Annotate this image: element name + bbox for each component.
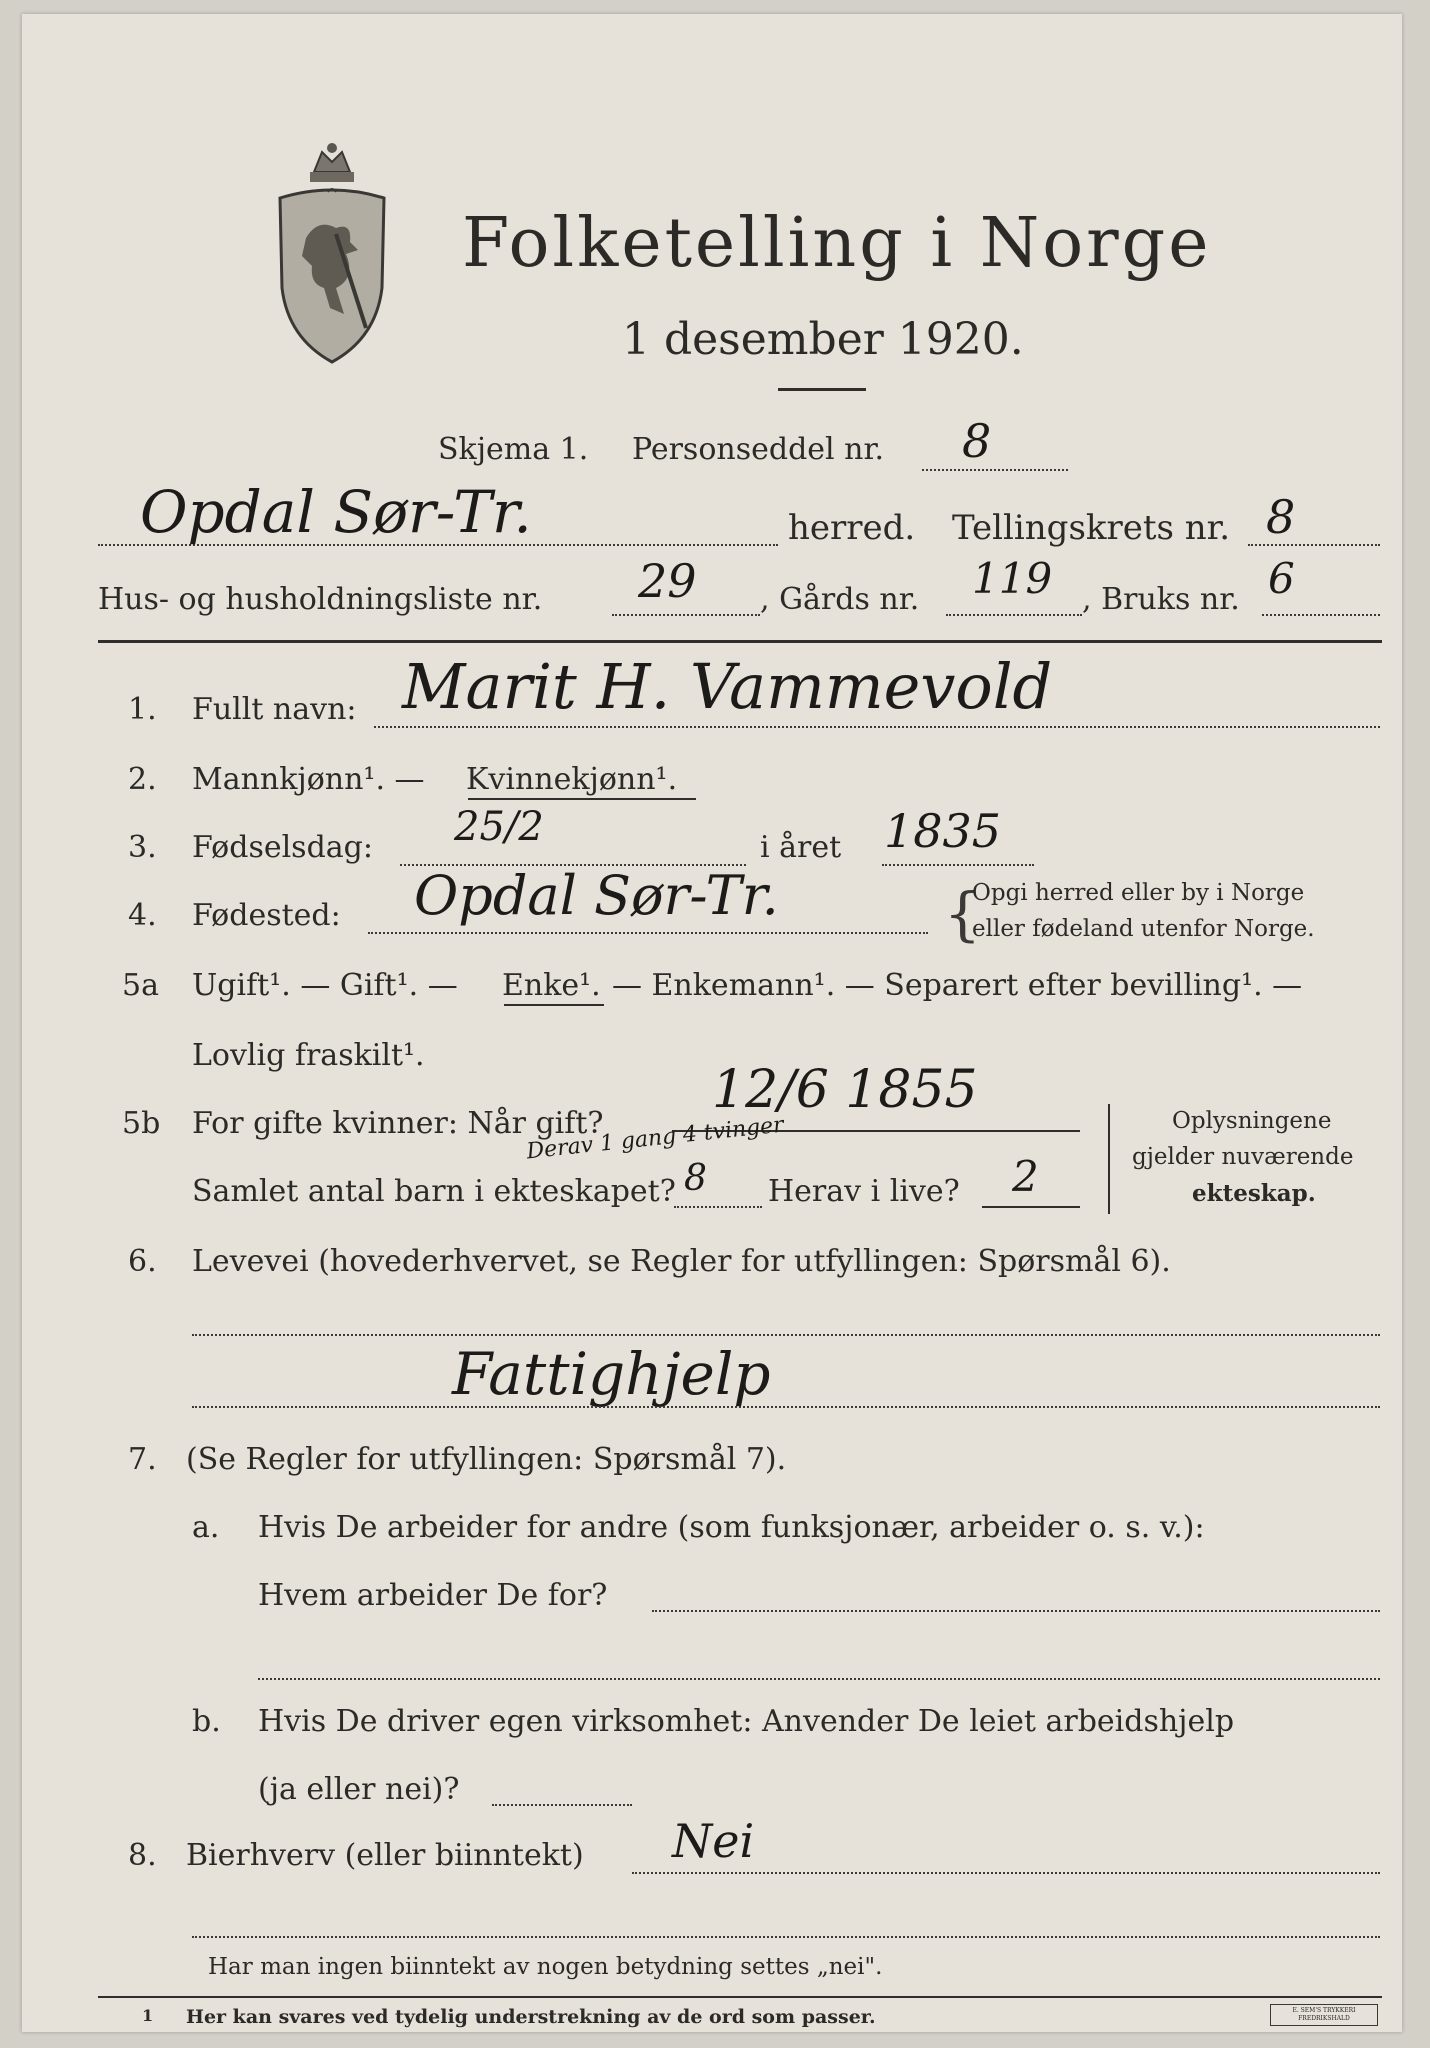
q7a-line2: [258, 1678, 1380, 1680]
gards-line: [946, 614, 1082, 616]
q1-number: 1.: [128, 692, 157, 727]
gards-label: , Gårds nr.: [760, 582, 920, 617]
q7a-question: Hvem arbeider De for?: [258, 1578, 608, 1613]
q7b-text: Hvis De driver egen virksomhet: Anvender De leiet arbeidshjelp: [258, 1704, 1235, 1739]
q6-value: Fattighjelp: [452, 1340, 771, 1408]
bruks-value: 6: [1268, 554, 1295, 603]
q8-number: 8.: [128, 1838, 157, 1873]
q4-brace: {: [944, 880, 981, 948]
schema-label: Skjema 1.: [438, 432, 589, 467]
q5a-rest: — Enkemann¹. — Separert efter bevilling¹. —: [612, 968, 1303, 1003]
q3-day-value: 25/2: [454, 804, 544, 850]
footer-separator: [98, 1996, 1382, 1998]
q3-number: 3.: [128, 830, 157, 865]
q3-year-value: 1835: [884, 804, 1002, 858]
footer-note: Har man ingen biinntekt av nogen betydning settes „nei".: [208, 1954, 883, 1980]
q4-note-line1: Opgi herred eller by i Norge: [972, 880, 1305, 906]
q5a-enke: Enke¹.: [502, 968, 601, 1003]
form-title: Folketelling i Norge: [462, 204, 1212, 283]
q2-mannkjonn: Mannkjønn¹. —: [192, 762, 425, 797]
herred-label: herred.: [788, 508, 916, 548]
q5b-note-line1: Oplysningene: [1172, 1108, 1332, 1134]
q7a-letter: a.: [192, 1510, 220, 1545]
q6-line1: [192, 1334, 1380, 1336]
q4-number: 4.: [128, 898, 157, 933]
husliste-line: [612, 614, 760, 616]
q3-label: Fødselsdag:: [192, 830, 373, 865]
q7b-line: [492, 1804, 632, 1806]
header-separator: [98, 640, 1382, 643]
q2-underline: [468, 798, 696, 800]
q3-year-label: i året: [760, 830, 842, 865]
q2-kvinnekjonn: Kvinnekjønn¹.: [466, 762, 678, 797]
q6-line2: [192, 1406, 1380, 1408]
coat-of-arms-icon: [266, 138, 398, 366]
personseddel-line: [922, 469, 1068, 471]
footnote-mark: 1: [142, 2006, 154, 2025]
q5b-ilive-value: 2: [1012, 1152, 1039, 1201]
q7a-text: Hvis De arbeider for andre (som funksjonær, arbeider o. s. v.):: [258, 1510, 1205, 1545]
q5b-ilive-label: Herav i live?: [768, 1174, 960, 1209]
q4-note-line2: eller fødeland utenfor Norge.: [972, 916, 1315, 942]
q5b-note-line3: ekteskap.: [1192, 1180, 1316, 1207]
q5a-ugift-gift: Ugift¹. — Gift¹. —: [192, 968, 458, 1003]
q6-label: Levevei (hovederhvervet, se Regler for utfyllingen: Spørsmål 6).: [192, 1244, 1171, 1279]
tellingskrets-line: [1248, 544, 1380, 546]
q5a-underline: [504, 1004, 604, 1006]
footnote-text: Her kan svares ved tydelig understrekning av de ord som passer.: [186, 2006, 876, 2028]
q5b-bracket: [1108, 1104, 1110, 1214]
census-date: 1 desember 1920.: [622, 314, 1024, 365]
census-form: [22, 14, 1402, 2032]
q5b-barn-label: Samlet antal barn i ekteskapet?: [192, 1174, 676, 1209]
q6-number: 6.: [128, 1244, 157, 1279]
q5b-barn-value: 8: [684, 1158, 707, 1199]
q8-value: Nei: [672, 1814, 755, 1868]
printer-stamp: E. SEM'S TRYKKERI FREDRIKSHALD: [1270, 2004, 1378, 2026]
q5b-ilive-line: [982, 1206, 1080, 1208]
q8-line1: [632, 1872, 1380, 1874]
q5b-label: For gifte kvinner: Når gift?: [192, 1106, 604, 1141]
husliste-label: Hus- og husholdningsliste nr.: [98, 582, 543, 617]
q5b-note-line2: gjelder nuværende: [1132, 1144, 1354, 1170]
q5a-line2: Lovlig fraskilt¹.: [192, 1038, 425, 1073]
q2-number: 2.: [128, 762, 157, 797]
q1-label: Fullt navn:: [192, 692, 357, 727]
tellingskrets-label: Tellingskrets nr.: [952, 508, 1231, 548]
q5b-barn-line: [674, 1206, 762, 1208]
tellingskrets-value: 8: [1266, 490, 1296, 544]
q4-line: [368, 932, 928, 934]
q8-line2: [192, 1936, 1380, 1938]
personseddel-value: 8: [962, 414, 992, 468]
herred-value: Opdal Sør-Tr.: [140, 478, 532, 546]
q7-number: 7.: [128, 1442, 157, 1477]
q1-line: [374, 726, 1380, 728]
q1-value: Marit H. Vammevold: [402, 650, 1053, 723]
q5b-gift-value: 12/6 1855: [712, 1060, 978, 1120]
q3-year-line: [882, 864, 1034, 866]
q5a-number: 5a: [122, 968, 159, 1003]
bruks-line: [1262, 614, 1380, 616]
bruks-label: , Bruks nr.: [1082, 582, 1240, 617]
q7a-line1: [652, 1610, 1380, 1612]
q4-value: Opdal Sør-Tr.: [414, 864, 779, 927]
q4-label: Fødested:: [192, 898, 341, 933]
q5b-barn-note: Derav 1 gang 4 tvinger: [525, 1112, 785, 1165]
gards-value: 119: [972, 554, 1053, 603]
title-divider: [778, 388, 866, 391]
q7b-question: (ja eller nei)?: [258, 1772, 460, 1807]
q8-label: Bierhverv (eller biinntekt): [186, 1838, 584, 1873]
personseddel-label: Personseddel nr.: [632, 432, 885, 467]
q7b-letter: b.: [192, 1704, 221, 1739]
q5b-number: 5b: [122, 1106, 161, 1141]
husliste-value: 29: [638, 554, 697, 608]
q7-label: (Se Regler for utfyllingen: Spørsmål 7).: [186, 1442, 787, 1477]
